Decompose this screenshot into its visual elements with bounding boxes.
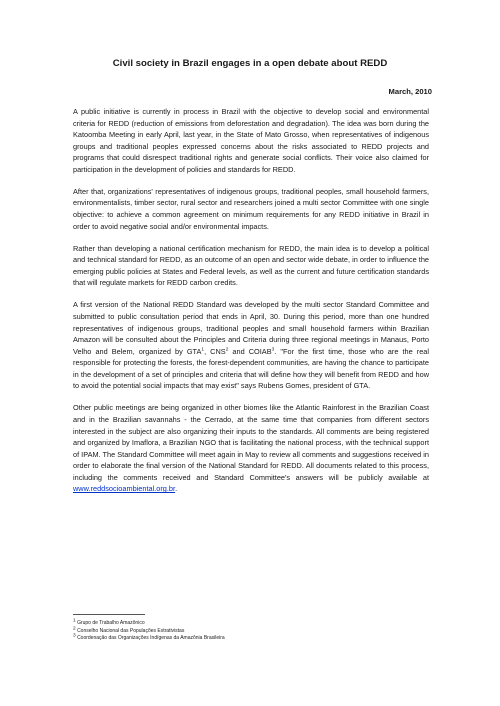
document-body [73,106,429,505]
paragraph-5-text-a: Other public meetings are being organized in other biomes like the Atlantic Rainforest in the Brazilian Coast and in the Brazilian savannahs - the Cerrado, at the same time that companies from different sectors interested in the subject are also organizing their inputs to the standards. All comments are being registered and organized by Imaflora, a Brazilian NGO that is facilitating the national process, with the technical support of IPAM. The Standard Committee will meet again in May to review all comments and suggestions received in order to elaborate the final version of the National Standard for REDD. All documents related to this process, including the comments received and Standard Committee's answers will be publicly available at [73,403,429,482]
paragraph-4-text-a: A first version of the National REDD Standard was developed by the multi sector Standard Committee and submitted to public consultation period that ends in April, 30. During this period, more than one hundred representatives of indigenous groups, traditional peoples and small household farmers within Brazilian Amazon will be consulted about the Principles and Criteria during three regional meetings in Manaus, Porto Velho and Belem, organized by GTA [73,300,429,356]
footnote-ref-2[interactable]: 2 [225,347,229,353]
paragraph-4-text-c: and COIAB [228,346,272,356]
footnote-1 [73,620,225,628]
paragraph-4 [73,299,429,391]
paragraph-2: After that, organizations' representatives of indigenous groups, traditional peoples, small household farmers, environmentalists, timber sector, rural sector and researchers joined a multi sector Committee with one single objective: to achieve a common agreement on minimum requirements for any REDD initiative in Brazil in order to avoid negative social and/or environmental impacts. [73,186,429,231]
footnote-3 [73,635,225,643]
document-title: Civil society in Brazil engages in a open debate about REDD [112,58,388,69]
paragraph-5-text-b: . [175,484,178,494]
paragraph-3: Rather than developing a national certification mechanism for REDD, the main idea is to develop a political and technical standard for REDD, as an outcome of an open and sector wide debate, in order to influence the emerging public policies at States and Federal levels, as well as the current and future certification standards that will regulate markets for REDD carbon credits. [73,243,429,288]
footnote-text-2: Conselho Nacional das Populações Extrativistas [77,627,185,634]
document-date: March, 2010 [388,87,432,96]
paragraph-4-text-d: . "For the first time, those who are the real responsible for protecting the forests, the forest-dependent communities, are having the chance to participate in the development of a set of principles and criteria that will define how they will benefit from REDD and how to avoid the potential social impacts that may exist" says Rubens Gomes, president of GTA. [73,346,430,391]
footnote-number-3: 3 [73,633,76,639]
footnote-text-1: Grupo de Trabalho Amazônico [77,620,145,626]
footnotes [73,620,225,643]
footnote-number-2: 2 [73,626,76,632]
paragraph-1: A public initiative is currently in process in Brazil with the objective to develop social and environmental criteria for REDD (reduction of emissions from deforestation and degradation). The idea was born during the Katoomba Meeting in early April, last year, in the State of Mato Grosso, when representatives of indigenous groups and traditional peoples expressed concerns about the risks associated to REDD projects and programs that could disrespect traditional rights and generate social conflicts. Their voice also claimed for participation in the development of policies and standards for REDD. [73,107,429,174]
paragraph-4-text-b: , CNS [204,346,226,356]
website-link[interactable]: www.reddsocioambiental.org.br [73,484,176,494]
footnote-text-3: Coordenação das Organizações Indígenas da Amazônia Brasileira [77,635,225,642]
footnote-divider [73,614,145,615]
paragraph-5 [73,402,429,494]
footnote-ref-1[interactable]: 1 [201,347,205,353]
footnote-number-1: 1 [73,618,76,624]
footnote-ref-3[interactable]: 3 [271,347,275,353]
